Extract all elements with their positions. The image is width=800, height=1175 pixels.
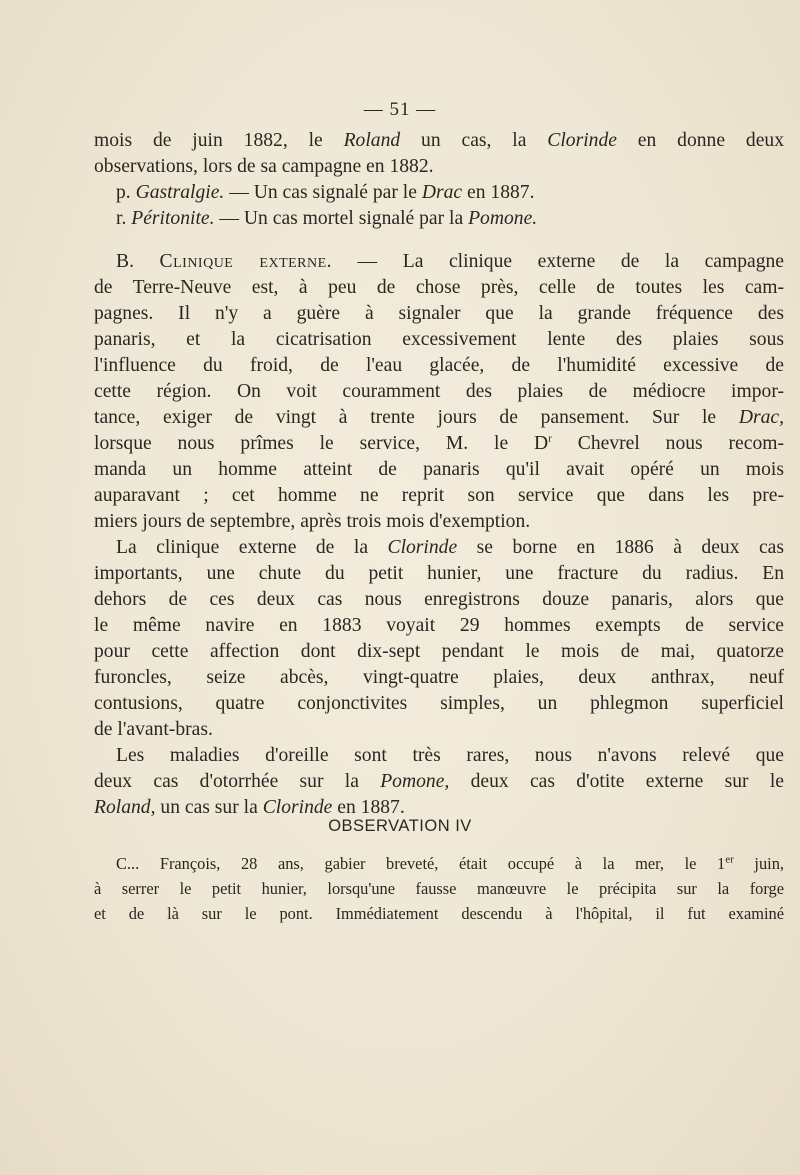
text-run: B.	[116, 251, 160, 272]
text-line-6	[94, 275, 784, 301]
text-run: — Un cas signalé par le	[224, 182, 422, 203]
text-line-20	[94, 639, 784, 665]
text-run: deux cas d'otorrhée sur la	[94, 771, 381, 792]
text-line-7	[94, 301, 784, 327]
text-run: de Terre-Neuve est, à peu de chose près, celle de toutes les cam-	[94, 277, 784, 298]
text-line-18	[94, 587, 784, 613]
text-run: Drac	[421, 182, 463, 203]
text-line-5	[116, 249, 784, 275]
text-run: mois de juin 1882, le	[94, 130, 344, 151]
text-run: en 1887.	[332, 797, 405, 818]
text-run: pagnes. Il n'y a guère à signaler que la grande fréquence des	[94, 303, 784, 324]
observation-line-3	[94, 902, 784, 926]
text-run: er	[725, 853, 734, 866]
text-line-16	[116, 535, 784, 561]
text-run: l'influence du froid, de l'eau glacée, de l'humidité excessive de	[94, 355, 784, 376]
text-run: miers jours de septembre, après trois mois d'exemption.	[94, 511, 531, 532]
text-line-17	[94, 561, 784, 587]
text-run: Péritonite.	[131, 208, 215, 229]
text-line-15	[94, 509, 784, 535]
text-line-21	[94, 665, 784, 691]
text-run: de l'avant-bras.	[94, 719, 213, 740]
text-run: cette région. On voit couramment des plaies de médiocre impor-	[94, 381, 784, 402]
text-run: — La clinique externe de la campagne	[332, 251, 785, 272]
text-line-24	[116, 743, 784, 769]
text-run: à serrer le petit hunier, lorsqu'une fausse manœuvre le précipita sur la forge	[94, 879, 784, 898]
text-line-3	[116, 180, 784, 206]
observation-line-2	[94, 877, 784, 901]
text-run: pour cette affection dont dix-sept pendant le mois de mai, quatorze	[94, 641, 784, 662]
text-run: auparavant ; cet homme ne reprit son service que dans les pre-	[94, 485, 784, 506]
text-run: La clinique externe de la	[116, 537, 388, 558]
text-run: en 1887.	[462, 182, 535, 203]
text-run: lorsque nous prîmes le service, M. le D	[94, 433, 549, 454]
text-run: se borne en 1886 à deux cas	[457, 537, 784, 558]
text-run: et de là sur le pont. Immédiatement descendu à l'hôpital, il fut examiné	[94, 904, 784, 923]
observation-heading: OBSERVATION IV	[328, 817, 472, 835]
text-run: Clorinde	[262, 797, 333, 818]
text-run: tance, exiger de vingt à trente jours de pansement. Sur le	[94, 407, 739, 428]
text-run: r	[548, 432, 552, 445]
text-run: Pomone,	[380, 771, 450, 792]
text-run: le même navire en 1883 voyait 29 hommes exempts de service	[94, 615, 784, 636]
text-run: deux cas d'otite externe sur le	[449, 771, 784, 792]
text-run: Les maladies d'oreille sont très rares, nous n'avons relevé que	[116, 745, 784, 766]
text-run: un cas, la	[400, 130, 548, 151]
text-run: importants, une chute du petit hunier, une fracture du radius. En	[94, 563, 784, 584]
text-run: juin,	[733, 854, 784, 873]
text-run: en donne deux	[616, 130, 784, 151]
text-run: Chevrel nous recom-	[551, 433, 785, 454]
page-number: — 51 —	[363, 99, 437, 120]
text-line-13	[94, 457, 784, 483]
observation-line-1	[116, 852, 784, 876]
text-line-14	[94, 483, 784, 509]
text-run: panaris, et la cicatrisation excessivement lente des plaies sous	[94, 329, 784, 350]
text-run: p.	[116, 182, 136, 203]
text-run: Roland	[343, 130, 401, 151]
text-run: C... François, 28 ans, gabier breveté, était occupé à la mer, le 1	[116, 854, 726, 873]
text-run: Drac,	[738, 407, 784, 428]
text-run: — Un cas mortel signalé par la	[214, 208, 469, 229]
text-run: Pomone.	[468, 208, 538, 229]
text-run: dehors de ces deux cas nous enregistrons douze panaris, alors que	[94, 589, 784, 610]
text-line-12	[94, 431, 784, 457]
text-line-2	[94, 154, 784, 180]
text-line-9	[94, 353, 784, 379]
text-line-1	[94, 128, 784, 154]
text-line-4	[116, 206, 784, 232]
text-run: Roland,	[94, 797, 156, 818]
text-run: Clinique externe.	[159, 251, 333, 272]
text-line-19	[94, 613, 784, 639]
text-line-25	[94, 769, 784, 795]
text-run: Clorinde	[387, 537, 458, 558]
text-line-8	[94, 327, 784, 353]
text-run: un cas sur la	[155, 797, 263, 818]
text-run: manda un homme atteint de panaris qu'il avait opéré un mois	[94, 459, 784, 480]
text-run: r.	[116, 208, 132, 229]
text-run: contusions, quatre conjonctivites simples, un phlegmon superficiel	[94, 693, 784, 714]
text-line-23	[94, 717, 784, 743]
text-run: Gastralgie.	[135, 182, 225, 203]
text-line-11	[94, 405, 784, 431]
text-line-10	[94, 379, 784, 405]
text-run: furoncles, seize abcès, vingt-quatre plaies, deux anthrax, neuf	[94, 667, 784, 688]
text-run: Clorinde	[547, 130, 617, 151]
text-run: observations, lors de sa campagne en 1882.	[94, 156, 434, 177]
text-line-22	[94, 691, 784, 717]
